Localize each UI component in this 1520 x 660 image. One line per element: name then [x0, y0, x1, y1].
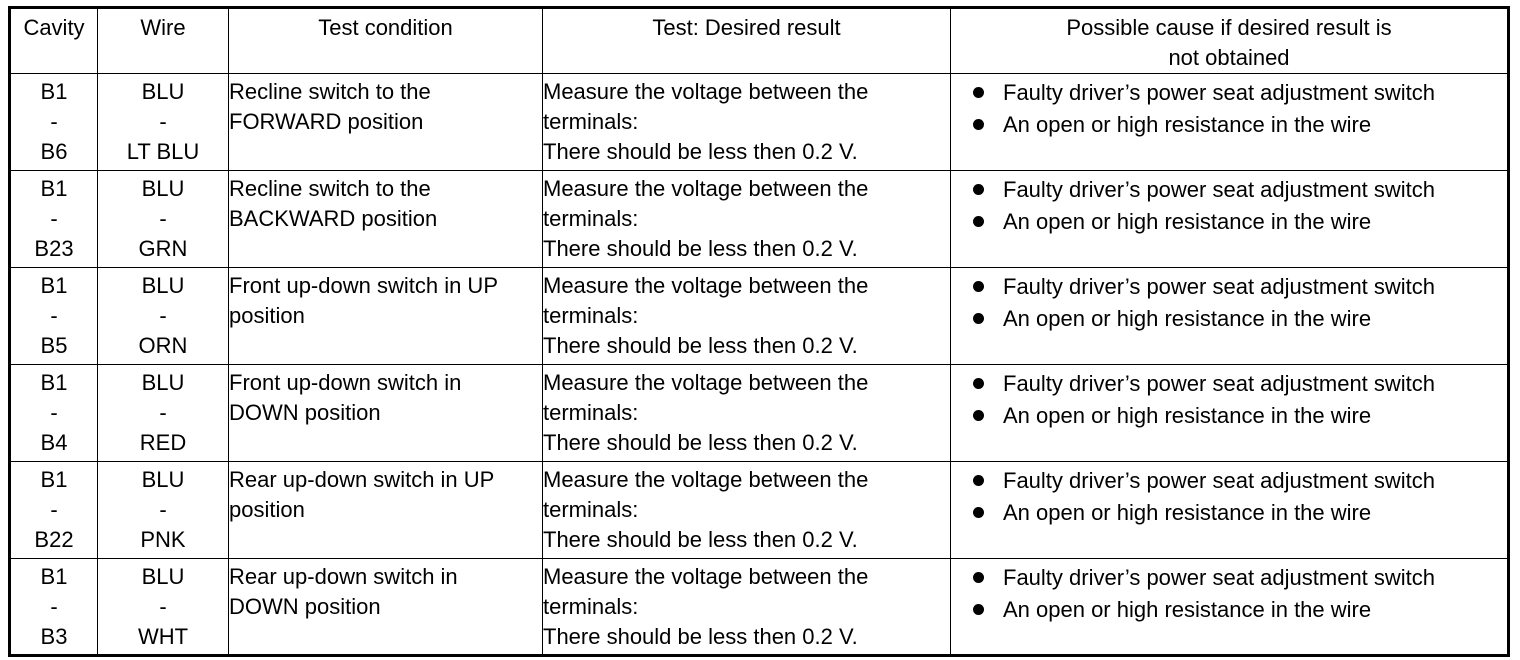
result-line: There should be less then 0.2 V. — [543, 624, 858, 649]
wire-line: - — [159, 400, 167, 425]
result-line: terminals: — [543, 206, 639, 231]
possible-cause-cell — [951, 268, 1509, 365]
condition-line: Rear up-down switch in UP — [229, 467, 495, 492]
cause-text: An open or high resistance in the wire — [1003, 403, 1372, 428]
cause-text: An open or high resistance in the wire — [1003, 209, 1372, 234]
result-line: Measure the voltage between the — [543, 79, 869, 104]
bullet-icon — [973, 119, 984, 130]
cavity-line: B1 — [40, 564, 68, 589]
wire-line: GRN — [138, 236, 188, 261]
wire-cell — [98, 171, 229, 268]
result-line: Measure the voltage between the — [543, 176, 869, 201]
cavity-cell — [10, 462, 98, 559]
header-possible-cause: Possible cause if desired result is not obtained — [951, 8, 1509, 74]
header-cavity: Cavity — [10, 8, 98, 74]
wire-line: BLU — [141, 176, 185, 201]
desired-result-cell — [543, 171, 951, 268]
cause-item — [973, 206, 1507, 238]
table-row — [10, 365, 1509, 462]
wire-line: RED — [139, 430, 187, 455]
cavity-line: B1 — [40, 176, 68, 201]
result-line: terminals: — [543, 303, 639, 328]
bullet-icon — [973, 475, 984, 486]
wire-cell — [98, 365, 229, 462]
cause-text: An open or high resistance in the wire — [1003, 597, 1372, 622]
cause-item — [973, 77, 1507, 109]
wire-line: - — [159, 497, 167, 522]
cavity-line: B22 — [34, 527, 74, 552]
bullet-icon — [973, 281, 984, 292]
table-row — [10, 462, 1509, 559]
cavity-line: B4 — [40, 430, 68, 455]
bullet-icon — [973, 216, 984, 227]
test-condition-cell — [229, 268, 543, 365]
test-condition-cell — [229, 171, 543, 268]
wire-line: - — [159, 303, 167, 328]
diagnostic-table — [8, 6, 1510, 657]
wire-cell — [98, 268, 229, 365]
table-row — [10, 559, 1509, 656]
header-desired-result: Test: Desired result — [543, 8, 951, 74]
bullet-icon — [973, 184, 984, 195]
wire-cell — [98, 559, 229, 656]
header-wire: Wire — [98, 8, 229, 74]
cause-text: An open or high resistance in the wire — [1003, 500, 1372, 525]
cause-item — [973, 594, 1507, 626]
cavity-cell — [10, 74, 98, 171]
condition-line: DOWN position — [229, 594, 381, 619]
result-line: Measure the voltage between the — [543, 564, 869, 589]
wire-line: PNK — [140, 527, 186, 552]
bullet-icon — [973, 313, 984, 324]
result-line: There should be less then 0.2 V. — [543, 236, 858, 261]
cause-list — [951, 368, 1507, 432]
cavity-line: - — [50, 206, 58, 231]
cavity-line: - — [50, 109, 58, 134]
wire-line: BLU — [141, 564, 185, 589]
wire-cell — [98, 74, 229, 171]
result-line: terminals: — [543, 109, 639, 134]
cause-text: An open or high resistance in the wire — [1003, 306, 1372, 331]
bullet-icon — [973, 378, 984, 389]
cavity-cell — [10, 559, 98, 656]
header-row — [10, 8, 1509, 74]
wire-line: BLU — [141, 370, 185, 395]
bullet-icon — [973, 87, 984, 98]
wire-cell — [98, 462, 229, 559]
bullet-icon — [973, 410, 984, 421]
cause-list — [951, 271, 1507, 335]
cavity-line: B1 — [40, 467, 68, 492]
wire-line: ORN — [138, 333, 188, 358]
cause-text: Faulty driver’s power seat adjustment switch — [1003, 371, 1436, 396]
wire-line: WHT — [137, 624, 189, 649]
cavity-line: B1 — [40, 273, 68, 298]
test-condition-cell — [229, 559, 543, 656]
cause-list — [951, 562, 1507, 626]
table-row — [10, 171, 1509, 268]
wire-line: - — [159, 206, 167, 231]
condition-line: Recline switch to the — [229, 176, 431, 201]
bullet-icon — [973, 507, 984, 518]
result-line: Measure the voltage between the — [543, 467, 869, 492]
cavity-line: - — [50, 594, 58, 619]
cause-item — [973, 109, 1507, 141]
table-body — [10, 74, 1509, 656]
result-line: There should be less then 0.2 V. — [543, 527, 858, 552]
cavity-line: B23 — [34, 236, 74, 261]
cause-item — [973, 562, 1507, 594]
header-test-condition: Test condition — [229, 8, 543, 74]
result-line: terminals: — [543, 594, 639, 619]
condition-line: position — [229, 497, 305, 522]
wire-line: - — [159, 594, 167, 619]
cavity-line: B3 — [40, 624, 68, 649]
cavity-line: B1 — [40, 370, 68, 395]
result-line: terminals: — [543, 400, 639, 425]
condition-line: Rear up-down switch in — [229, 564, 458, 589]
table-row — [10, 74, 1509, 171]
cause-item — [973, 271, 1507, 303]
cause-text: Faulty driver’s power seat adjustment switch — [1003, 80, 1436, 105]
cavity-line: - — [50, 303, 58, 328]
cavity-line: - — [50, 400, 58, 425]
cause-text: An open or high resistance in the wire — [1003, 112, 1372, 137]
desired-result-cell — [543, 559, 951, 656]
wire-line: BLU — [141, 467, 185, 492]
condition-line: FORWARD position — [229, 109, 424, 134]
desired-result-cell — [543, 365, 951, 462]
possible-cause-cell — [951, 74, 1509, 171]
cavity-cell — [10, 171, 98, 268]
result-line: Measure the voltage between the — [543, 370, 869, 395]
cause-list — [951, 465, 1507, 529]
test-condition-cell — [229, 74, 543, 171]
cause-list — [951, 77, 1507, 141]
condition-line: Recline switch to the — [229, 79, 431, 104]
result-line: Measure the voltage between the — [543, 273, 869, 298]
desired-result-cell — [543, 462, 951, 559]
wire-line: BLU — [141, 273, 185, 298]
desired-result-cell — [543, 74, 951, 171]
table-row — [10, 268, 1509, 365]
bullet-icon — [973, 572, 984, 583]
cavity-line: B6 — [40, 139, 68, 164]
test-condition-cell — [229, 365, 543, 462]
cavity-cell — [10, 365, 98, 462]
wire-line: LT BLU — [126, 139, 200, 164]
condition-line: Front up-down switch in UP — [229, 273, 498, 298]
bullet-icon — [973, 604, 984, 615]
cause-list — [951, 174, 1507, 238]
possible-cause-cell — [951, 462, 1509, 559]
condition-line: DOWN position — [229, 400, 381, 425]
result-line: There should be less then 0.2 V. — [543, 430, 858, 455]
wire-line: - — [159, 109, 167, 134]
condition-line: Front up-down switch in — [229, 370, 462, 395]
result-line: There should be less then 0.2 V. — [543, 333, 858, 358]
cause-text: Faulty driver’s power seat adjustment switch — [1003, 177, 1436, 202]
condition-line: position — [229, 303, 305, 328]
cause-item — [973, 174, 1507, 206]
result-line: terminals: — [543, 497, 639, 522]
cause-item — [973, 400, 1507, 432]
cavity-line: B5 — [40, 333, 68, 358]
result-line: There should be less then 0.2 V. — [543, 139, 858, 164]
wire-line: BLU — [141, 79, 185, 104]
possible-cause-cell — [951, 559, 1509, 656]
cause-item — [973, 303, 1507, 335]
cause-text: Faulty driver’s power seat adjustment switch — [1003, 565, 1436, 590]
possible-cause-cell — [951, 171, 1509, 268]
cavity-line: B1 — [40, 79, 68, 104]
cavity-cell — [10, 268, 98, 365]
cause-item — [973, 368, 1507, 400]
cause-item — [973, 465, 1507, 497]
test-condition-cell — [229, 462, 543, 559]
cause-item — [973, 497, 1507, 529]
condition-line: BACKWARD position — [229, 206, 438, 231]
desired-result-cell — [543, 268, 951, 365]
cause-text: Faulty driver’s power seat adjustment switch — [1003, 274, 1436, 299]
cause-text: Faulty driver’s power seat adjustment switch — [1003, 468, 1436, 493]
cavity-line: - — [50, 497, 58, 522]
possible-cause-cell — [951, 365, 1509, 462]
